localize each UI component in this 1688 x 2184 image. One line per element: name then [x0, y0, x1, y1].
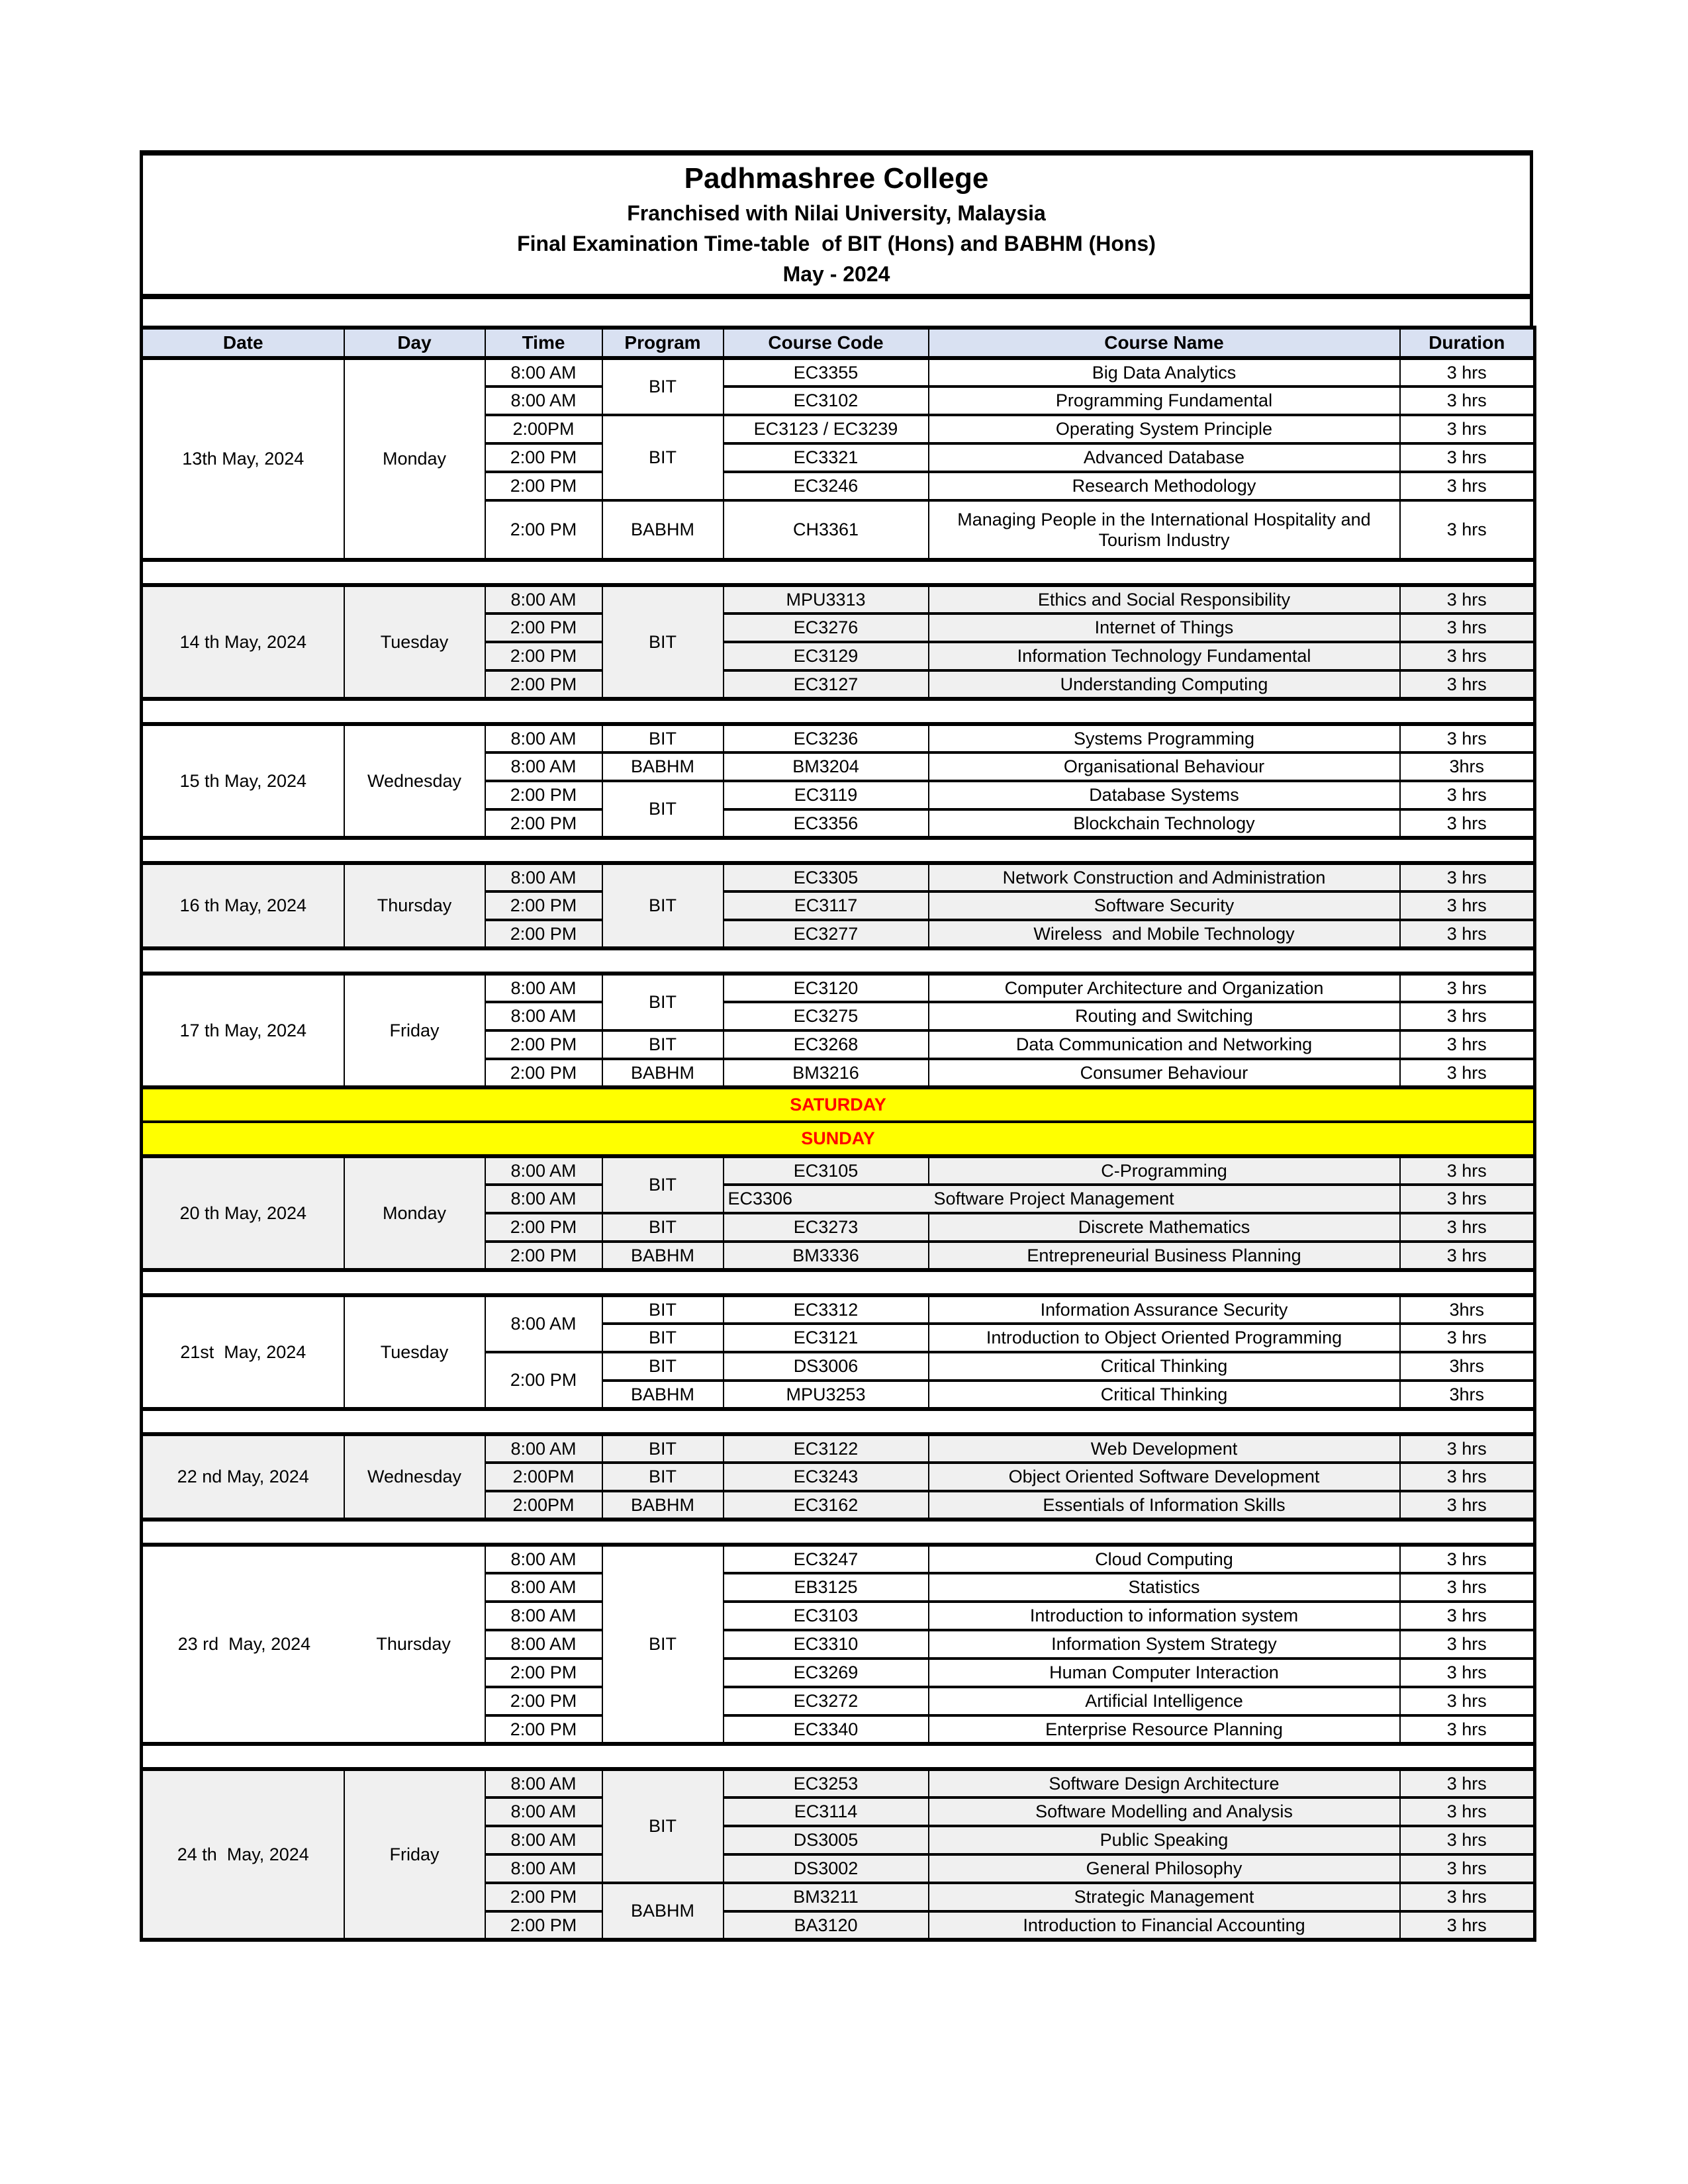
separator-block	[142, 699, 1535, 724]
time-cell: 8:00 AM	[485, 387, 602, 415]
course-name-cell: Programming Fundamental	[929, 387, 1400, 415]
duration-cell: 3 hrs	[1400, 472, 1535, 500]
time-cell: 2:00 PM	[485, 1030, 602, 1059]
program-cell: BABHM	[602, 752, 724, 781]
course-code-cell: EC3114	[724, 1797, 929, 1826]
duration-cell: 3 hrs	[1400, 1883, 1535, 1911]
course-code-cell: EC3120	[724, 974, 929, 1002]
time-cell: 2:00PM	[485, 1491, 602, 1520]
course-code-cell: EC3162	[724, 1491, 929, 1520]
date-cell: 17 th May, 2024	[142, 974, 344, 1087]
program-cell: BIT	[602, 1434, 724, 1463]
date-cell: 24 th May, 2024	[142, 1769, 344, 1940]
course-code-cell: EC3122	[724, 1434, 929, 1463]
course-code-cell: BA3120	[724, 1911, 929, 1940]
program-cell: BIT	[602, 1030, 724, 1059]
course-name-cell: Software Security	[929, 891, 1400, 920]
program-cell: BIT	[602, 1156, 724, 1213]
duration-cell: 3 hrs	[1400, 585, 1535, 614]
duration-cell: 3 hrs	[1400, 1687, 1535, 1715]
course-code-cell: EC3246	[724, 472, 929, 500]
course-name-cell: Cloud Computing	[929, 1545, 1400, 1573]
duration-cell: 3 hrs	[1400, 920, 1535, 948]
duration-cell: 3 hrs	[1400, 614, 1535, 642]
course-name-cell: Consumer Behaviour	[929, 1059, 1400, 1087]
time-cell: 2:00PM	[485, 415, 602, 443]
course-code-cell: EC3355	[724, 358, 929, 387]
course-name-cell: Information Assurance Security	[929, 1295, 1400, 1324]
duration-cell: 3 hrs	[1400, 1324, 1535, 1352]
course-name-cell: Human Computer Interaction	[929, 1659, 1400, 1687]
course-name-cell: Information Technology Fundamental	[929, 642, 1400, 670]
date-cell: 21st May, 2024	[142, 1295, 344, 1409]
time-cell: 8:00 AM	[485, 585, 602, 614]
course-name-cell: Introduction to information system	[929, 1602, 1400, 1630]
duration-cell: 3 hrs	[1400, 891, 1535, 920]
time-cell: 8:00 AM	[485, 1826, 602, 1854]
course-code-cell: EC3276	[724, 614, 929, 642]
duration-cell: 3 hrs	[1400, 1826, 1535, 1854]
time-cell: 2:00 PM	[485, 1352, 602, 1409]
time-cell: 2:00 PM	[485, 809, 602, 838]
course-name-cell: Advanced Database	[929, 443, 1400, 472]
time-cell: 8:00 AM	[485, 1854, 602, 1883]
time-cell: 2:00 PM	[485, 642, 602, 670]
course-name-cell: Essentials of Information Skills	[929, 1491, 1400, 1520]
time-cell: 2:00 PM	[485, 781, 602, 809]
program-cell: BIT	[602, 1213, 724, 1242]
duration-cell: 3hrs	[1400, 1352, 1535, 1381]
course-name-cell: C-Programming	[929, 1156, 1400, 1185]
duration-cell: 3 hrs	[1400, 500, 1535, 560]
program-cell: BIT	[602, 724, 724, 752]
date-cell: 14 th May, 2024	[142, 585, 344, 699]
date-day-cell	[142, 1545, 485, 1744]
course-code-cell: DS3006	[724, 1352, 929, 1381]
course-name-cell: Internet of Things	[929, 614, 1400, 642]
date-cell: 22 nd May, 2024	[142, 1434, 344, 1520]
column-header-course-code: Course Code	[724, 328, 929, 358]
duration-cell: 3 hrs	[1400, 781, 1535, 809]
course-name-cell: Critical Thinking	[929, 1352, 1400, 1381]
course-code-cell: EC3312	[724, 1295, 929, 1324]
duration-cell: 3 hrs	[1400, 1213, 1535, 1242]
day-block	[142, 1295, 1535, 1409]
day-block	[142, 724, 1535, 838]
course-name-cell: Information System Strategy	[929, 1630, 1400, 1659]
course-code-cell: EC3310	[724, 1630, 929, 1659]
weekend-row: SUNDAY	[142, 1122, 1535, 1156]
course-name-cell: Critical Thinking	[929, 1381, 1400, 1409]
course-name-cell: Network Construction and Administration	[929, 863, 1400, 891]
time-cell: 8:00 AM	[485, 1185, 602, 1213]
separator-block	[142, 1520, 1535, 1545]
program-cell: BIT	[602, 585, 724, 699]
column-header-course-name: Course Name	[929, 328, 1400, 358]
day-cell: Monday	[344, 1156, 485, 1270]
course-code-cell: EC3340	[724, 1715, 929, 1744]
duration-cell: 3 hrs	[1400, 863, 1535, 891]
time-cell: 2:00 PM	[485, 500, 602, 560]
weekend-block	[142, 1087, 1535, 1122]
program-cell: BIT	[602, 863, 724, 948]
course-code-cell: EC3129	[724, 642, 929, 670]
course-code-cell: EC3247	[724, 1545, 929, 1573]
separator-row	[142, 1270, 1535, 1295]
course-code-cell: EC3321	[724, 443, 929, 472]
program-cell: BIT	[602, 974, 724, 1030]
time-cell: 8:00 AM	[485, 358, 602, 387]
course-code-cell: EC3269	[724, 1659, 929, 1687]
separator-row	[142, 838, 1535, 863]
duration-cell: 3 hrs	[1400, 1715, 1535, 1744]
course-code-cell: EC3103	[724, 1602, 929, 1630]
program-cell: BABHM	[602, 1059, 724, 1087]
day-block	[142, 863, 1535, 948]
course-code-cell: EC3305	[724, 863, 929, 891]
duration-cell: 3 hrs	[1400, 1659, 1535, 1687]
time-cell: 2:00 PM	[485, 614, 602, 642]
duration-cell: 3 hrs	[1400, 358, 1535, 387]
course-code-cell: CH3361	[724, 500, 929, 560]
separator-block	[142, 560, 1535, 585]
exam-timetable-sheet	[140, 150, 1533, 1942]
course-name-cell: Understanding Computing	[929, 670, 1400, 699]
course-code-cell: BM3204	[724, 752, 929, 781]
course-name-cell: Object Oriented Software Development	[929, 1463, 1400, 1491]
column-header-program: Program	[602, 328, 724, 358]
course-name-cell: Big Data Analytics	[929, 358, 1400, 387]
duration-cell: 3 hrs	[1400, 1911, 1535, 1940]
course-code-name-cell	[724, 1185, 1400, 1213]
course-name-cell: Research Methodology	[929, 472, 1400, 500]
program-cell: BIT	[602, 1295, 724, 1324]
time-cell: 8:00 AM	[485, 724, 602, 752]
course-name-cell: Blockchain Technology	[929, 809, 1400, 838]
time-cell: 8:00 AM	[485, 1434, 602, 1463]
course-code-cell: BM3211	[724, 1883, 929, 1911]
separator-block	[142, 1270, 1535, 1295]
duration-cell: 3hrs	[1400, 1381, 1535, 1409]
title-box	[140, 150, 1533, 299]
course-name-cell: Data Communication and Networking	[929, 1030, 1400, 1059]
day-block	[142, 358, 1535, 560]
day-cell: Friday	[344, 974, 485, 1087]
duration-cell: 3 hrs	[1400, 1156, 1535, 1185]
table-header	[142, 328, 1535, 358]
day-cell: Tuesday	[344, 585, 485, 699]
day-block	[142, 974, 1535, 1087]
time-cell: 8:00 AM	[485, 1573, 602, 1602]
date-cell: 13th May, 2024	[142, 358, 344, 560]
duration-cell: 3 hrs	[1400, 415, 1535, 443]
duration-cell: 3 hrs	[1400, 1545, 1535, 1573]
day-cell: Friday	[344, 1769, 485, 1940]
day-block	[142, 1769, 1535, 1940]
separator-block	[142, 838, 1535, 863]
date-text: 23 rd May, 2024	[177, 1634, 311, 1654]
course-name-cell: Web Development	[929, 1434, 1400, 1463]
course-code-cell: EC3277	[724, 920, 929, 948]
course-code-cell: MPU3253	[724, 1381, 929, 1409]
column-header-duration: Duration	[1400, 328, 1535, 358]
duration-cell: 3 hrs	[1400, 1030, 1535, 1059]
time-cell: 2:00 PM	[485, 1213, 602, 1242]
time-cell: 2:00 PM	[485, 670, 602, 699]
duration-cell: 3 hrs	[1400, 1434, 1535, 1463]
program-cell: BIT	[602, 415, 724, 500]
course-name-cell: Database Systems	[929, 781, 1400, 809]
duration-cell: 3 hrs	[1400, 1854, 1535, 1883]
time-cell: 8:00 AM	[485, 863, 602, 891]
time-cell: 8:00 AM	[485, 1545, 602, 1573]
course-code-cell: EC3243	[724, 1463, 929, 1491]
course-code-cell: DS3002	[724, 1854, 929, 1883]
time-cell: 8:00 AM	[485, 974, 602, 1002]
separator-block	[142, 948, 1535, 974]
time-cell: 8:00 AM	[485, 1002, 602, 1030]
month-line: May - 2024	[782, 262, 890, 286]
franchise-line: Franchised with Nilai University, Malaysia	[627, 201, 1046, 225]
course-name-cell: Statistics	[929, 1573, 1400, 1602]
program-cell: BIT	[602, 781, 724, 838]
course-code-text: EC3306	[727, 1189, 793, 1208]
course-code-cell: BM3336	[724, 1242, 929, 1270]
time-cell: 2:00PM	[485, 1463, 602, 1491]
course-code-cell: EB3125	[724, 1573, 929, 1602]
duration-cell: 3 hrs	[1400, 642, 1535, 670]
separator-row	[142, 948, 1535, 974]
date-cell: 16 th May, 2024	[142, 863, 344, 948]
duration-cell: 3 hrs	[1400, 443, 1535, 472]
course-code-cell: BM3216	[724, 1059, 929, 1087]
program-cell: BIT	[602, 358, 724, 415]
duration-cell: 3 hrs	[1400, 1059, 1535, 1087]
course-code-cell: EC3253	[724, 1769, 929, 1797]
weekend-block	[142, 1122, 1535, 1156]
day-cell: Wednesday	[344, 724, 485, 838]
column-header-day: Day	[344, 328, 485, 358]
day-block	[142, 585, 1535, 699]
duration-cell: 3 hrs	[1400, 1002, 1535, 1030]
separator-row	[142, 1520, 1535, 1545]
duration-cell: 3 hrs	[1400, 387, 1535, 415]
exam-timetable	[140, 326, 1536, 1942]
time-cell: 2:00 PM	[485, 472, 602, 500]
day-cell: Monday	[344, 358, 485, 560]
course-code-cell: MPU3313	[724, 585, 929, 614]
separator-row	[142, 560, 1535, 585]
course-name-cell: General Philosophy	[929, 1854, 1400, 1883]
time-cell: 2:00 PM	[485, 1242, 602, 1270]
course-code-cell: EC3236	[724, 724, 929, 752]
course-code-cell: EC3123 / EC3239	[724, 415, 929, 443]
course-name-cell: Routing and Switching	[929, 1002, 1400, 1030]
program-cell: BABHM	[602, 500, 724, 560]
duration-cell: 3hrs	[1400, 752, 1535, 781]
duration-cell: 3 hrs	[1400, 1185, 1535, 1213]
separator-row	[142, 699, 1535, 724]
program-cell: BIT	[602, 1545, 724, 1744]
day-cell: Wednesday	[344, 1434, 485, 1520]
program-cell: BABHM	[602, 1242, 724, 1270]
course-name-cell: Software Modelling and Analysis	[929, 1797, 1400, 1826]
time-cell: 2:00 PM	[485, 1883, 602, 1911]
college-name: Padhmashree College	[684, 162, 989, 195]
separator-block	[142, 1409, 1535, 1434]
time-cell: 2:00 PM	[485, 920, 602, 948]
course-code-cell: EC3356	[724, 809, 929, 838]
time-cell: 8:00 AM	[485, 1769, 602, 1797]
course-code-cell: EC3272	[724, 1687, 929, 1715]
course-name-cell: Artificial Intelligence	[929, 1687, 1400, 1715]
date-cell: 20 th May, 2024	[142, 1156, 344, 1270]
course-name-cell: Public Speaking	[929, 1826, 1400, 1854]
course-name-cell: Strategic Management	[929, 1883, 1400, 1911]
program-cell: BIT	[602, 1352, 724, 1381]
course-name-cell: Organisational Behaviour	[929, 752, 1400, 781]
course-name-cell: Wireless and Mobile Technology	[929, 920, 1400, 948]
course-code-cell: EC3273	[724, 1213, 929, 1242]
duration-cell: 3 hrs	[1400, 724, 1535, 752]
program-cell: BABHM	[602, 1381, 724, 1409]
program-cell: BIT	[602, 1324, 724, 1352]
time-cell: 8:00 AM	[485, 1602, 602, 1630]
course-name-text: Software Project Management	[933, 1189, 1174, 1208]
duration-cell: 3 hrs	[1400, 1463, 1535, 1491]
duration-cell: 3 hrs	[1400, 974, 1535, 1002]
course-name-cell: Systems Programming	[929, 724, 1400, 752]
day-cell: Tuesday	[344, 1295, 485, 1409]
duration-cell: 3 hrs	[1400, 1602, 1535, 1630]
program-cell: BIT	[602, 1769, 724, 1883]
time-cell: 2:00 PM	[485, 1911, 602, 1940]
program-cell: BIT	[602, 1463, 724, 1491]
time-cell: 8:00 AM	[485, 752, 602, 781]
course-code-cell: EC3102	[724, 387, 929, 415]
duration-cell: 3 hrs	[1400, 1242, 1535, 1270]
time-cell: 2:00 PM	[485, 1059, 602, 1087]
course-code-cell: EC3105	[724, 1156, 929, 1185]
separator-block	[142, 1744, 1535, 1769]
course-code-cell: EC3119	[724, 781, 929, 809]
duration-cell: 3 hrs	[1400, 1769, 1535, 1797]
exam-title-line: Final Examination Time-table of BIT (Hons) and BABHM (Hons)	[517, 232, 1156, 255]
weekend-row: SATURDAY	[142, 1087, 1535, 1122]
day-block	[142, 1434, 1535, 1520]
duration-cell: 3 hrs	[1400, 1630, 1535, 1659]
column-header-time: Time	[485, 328, 602, 358]
time-cell: 8:00 AM	[485, 1295, 602, 1352]
duration-cell: 3 hrs	[1400, 1797, 1535, 1826]
course-code-cell: EC3121	[724, 1324, 929, 1352]
course-name-cell: Discrete Mathematics	[929, 1213, 1400, 1242]
time-cell: 8:00 AM	[485, 1630, 602, 1659]
date-cell: 15 th May, 2024	[142, 724, 344, 838]
duration-cell: 3 hrs	[1400, 1491, 1535, 1520]
duration-cell: 3hrs	[1400, 1295, 1535, 1324]
time-cell: 8:00 AM	[485, 1156, 602, 1185]
course-name-cell: Enterprise Resource Planning	[929, 1715, 1400, 1744]
course-name-cell: Introduction to Object Oriented Programming	[929, 1324, 1400, 1352]
separator-row	[142, 1744, 1535, 1769]
time-cell: 2:00 PM	[485, 1687, 602, 1715]
time-cell: 2:00 PM	[485, 891, 602, 920]
course-name-cell: Operating System Principle	[929, 415, 1400, 443]
course-code-cell: DS3005	[724, 1826, 929, 1854]
course-code-cell: EC3117	[724, 891, 929, 920]
course-name-cell: Managing People in the International Hospitality and Tourism Industry	[929, 500, 1400, 560]
course-name-cell: Computer Architecture and Organization	[929, 974, 1400, 1002]
time-cell: 2:00 PM	[485, 443, 602, 472]
day-cell: Thursday	[344, 863, 485, 948]
time-cell: 2:00 PM	[485, 1659, 602, 1687]
time-cell: 8:00 AM	[485, 1797, 602, 1826]
duration-cell: 3 hrs	[1400, 1573, 1535, 1602]
course-name-cell: Ethics and Social Responsibility	[929, 585, 1400, 614]
program-cell: BABHM	[602, 1491, 724, 1520]
course-code-cell: EC3268	[724, 1030, 929, 1059]
title-table-gap	[140, 299, 1533, 326]
course-code-cell: EC3275	[724, 1002, 929, 1030]
time-cell: 2:00 PM	[485, 1715, 602, 1744]
duration-cell: 3 hrs	[1400, 809, 1535, 838]
day-block	[142, 1156, 1535, 1270]
course-name-cell: Entrepreneurial Business Planning	[929, 1242, 1400, 1270]
separator-row	[142, 1409, 1535, 1434]
program-cell: BABHM	[602, 1883, 724, 1940]
course-name-cell: Introduction to Financial Accounting	[929, 1911, 1400, 1940]
day-block	[142, 1545, 1535, 1744]
column-header-date: Date	[142, 328, 344, 358]
course-name-cell: Software Design Architecture	[929, 1769, 1400, 1797]
day-text: Thursday	[376, 1634, 451, 1654]
course-code-cell: EC3127	[724, 670, 929, 699]
duration-cell: 3 hrs	[1400, 670, 1535, 699]
